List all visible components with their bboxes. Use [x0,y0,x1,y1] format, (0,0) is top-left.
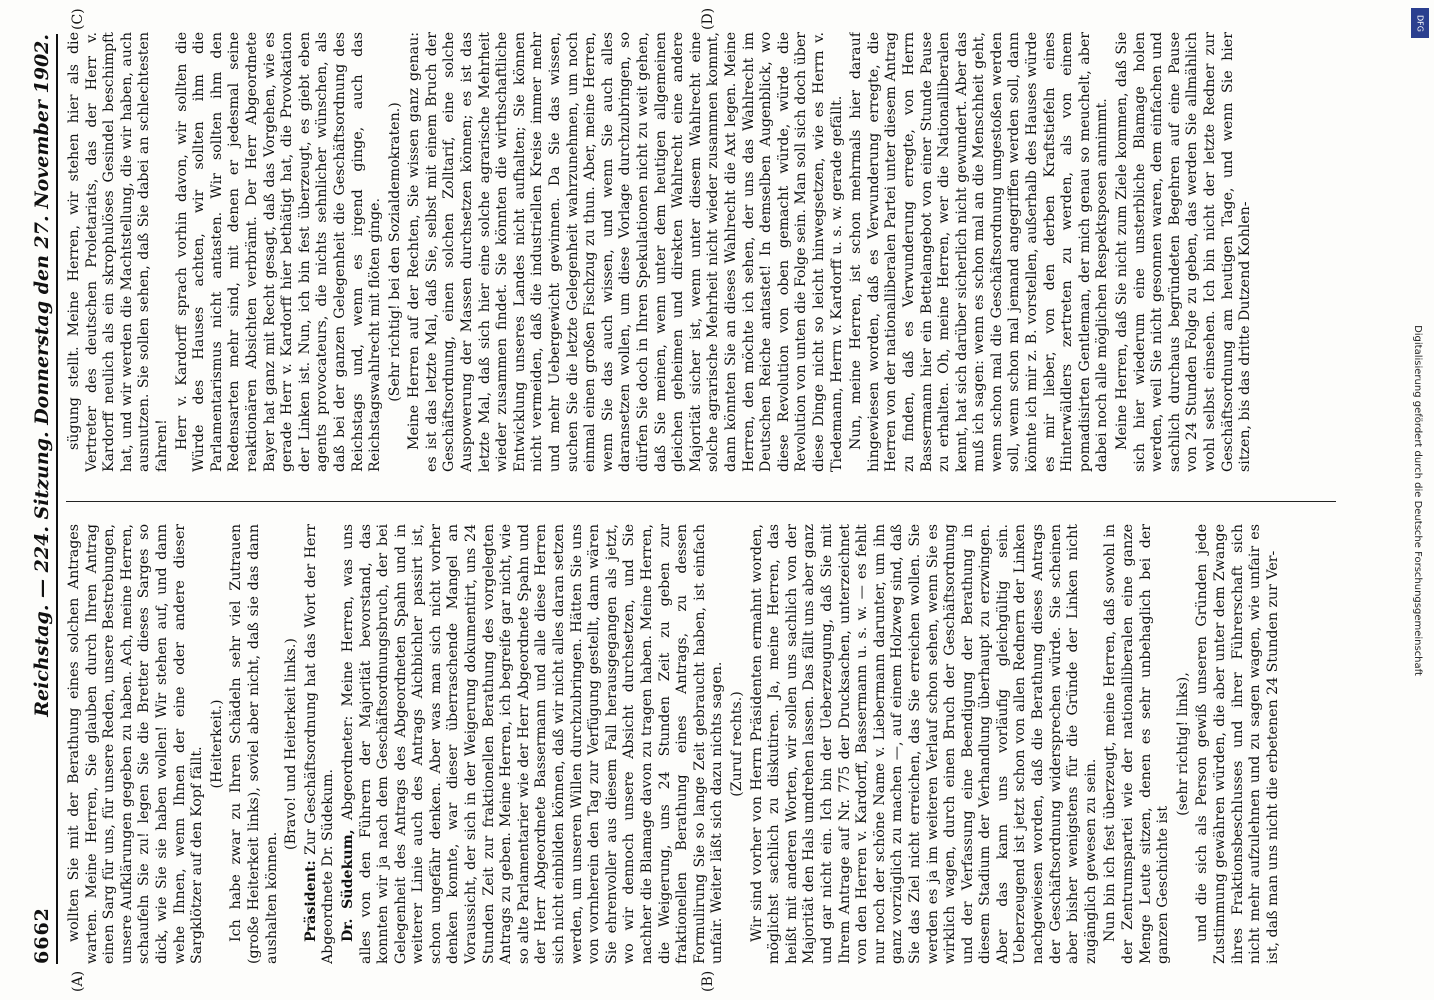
digitization-stamp [1402,0,1432,1000]
dfg-logo: DFG [1411,8,1429,38]
paragraph-text: sügung stellt. Meine Herren, wir stehen hier als die Vertreter des deutschen Proletariats, das der Herr v. Kardorff neulich als ein skrophulöses Gesindel beschimpft hat, und wir werden die Machtstellung, die wir haben, auch ausnutzen. Sie sollen sehen, daß Sie dabei an schlechtesten fahren! [66,32,170,472]
paragraph [66,32,172,472]
paragraph [174,32,385,472]
page-title: Reichstag. — 224. Sitzung. Donnerstag den 27. November 1902. [31,34,53,717]
page-header [28,34,58,964]
margin-marker-d: (D) [700,7,716,30]
speaker-name: Dr. Südekum, [339,829,356,942]
paragraph-text: Wir sind vorher von Herrn Präsidenten ermahnt worden, möglichst sachlich zu diskutiren. Ja, meine Herren, das heißt mit anderen Worten, wir sollen uns sachlich von der Majorität den Hals umdrehen lassen. Das fällt uns aber ganz und gar nicht ein. Ich bin der Ueberzeugung, daß Sie mit Ihrem Antrage auf Nr. 775 der Drucksachen, unterzeichnet von den Herren v. Kardorff, Bassermann u. s. w. — es fehlt nur noch der schöne Name v. Liebermann darunter, um ihn ganz vorzüglich zu machen —, auf einem Holzweg sind, daß Sie das Ziel nicht erreichen, das Sie erreichen wollen. Sie werden es ja im weiteren Verlauf schon sehen, wenn Sie es wirklich wagen, durch einen Bruch der Geschäftsordnung und der Verfassung eine Beendigung der Berathung in diesem Stadium der Verhandlung überhaupt zu erzwingen. Aber das kann uns vorläufig gleichgültig sein. Ueberzeugend ist jetzt schon von allen Rednern der Linken nachgewiesen worden, daß die Berathung dieses Antrags der Geschäftsordnung widersprechen würde. Sie scheinen aber bisher wenigstens für die Gründe der Linken nicht zugänglich gewesen zu sein. [748,524,1099,964]
paragraph [283,524,301,964]
paragraph-text: Meine Herren auf der Rechten, Sie wissen ganz genau: es ist das letzte Mal, daß Sie, selbst mit einem Bruch der Geschäftsordnung, einen solchen Zolltarif, eine solche Auspowerung der Massen durchsetzen können; es ist das letzte Mal, daß sich hier eine solche agrarische Mehrheit wieder zusammen findet. Sie könnten die wirthschaftliche Entwicklung unseres Landes nicht aufhalten; Sie können nicht vermeiden, daß die industriellen Kreise immer mehr und mehr Uebergewicht gewinnen. Da Sie das wissen, suchen Sie die letzte Gelegenheit wahrzunehmen, um noch einmal einen großen Fischzug zu thun. Aber, meine Herren, wenn Sie das auch wissen, und wenn Sie auch alles daransetzen wollen, um diese Vorlage durchzubringen, so dürfen Sie doch in Ihren Spekulationen nicht zu weit gehen, daß Sie meinen, wenn unter dem heutigen allgemeinen gleichen geheimen und direkten Wahlrecht eine andere Majorität sicher ist, wenn unter diesem Wahlrecht eine solche agrarische Mehrheit nicht wieder zusammen kommt, dann könnten Sie an dieses Wahlrecht die Axt legen. Meine Herren, den möchte ich sehen, der uns das Wahlrecht im Deutschen Reiche antastet! In demselben Augenblick, wo diese Revolution von oben gemacht würde, würde die Revolution von unten die Folge sein. Man soll sich doch über diese Dinge nicht so leicht hinwegsetzen, wie es Herrn v. Tiedemann, Herrn v. Kardorff u. s. w. gerade gefällt. [406,32,845,472]
paragraph-text: Herr v. Kardorff sprach vorhin davon, wir sollten die Würde des Hauses achten, wir sollten ihm die Parlamentarismus nicht antasten. Wir sollten ihm den Redensarten mehr sind, mit denen er jedesmal seine reaktionären Absichten verbrämt. Der Herr Abgeordnete Bayer hat ganz mit Recht gesagt, daß das Vorgehen, wie es gerade Herr v. Kardorff hier bethätigt hat, die Provokation der Linken ist. Nun, ich bin fest überzeugt, es giebt eben agents provocateurs, die nichts sehnlicher wünschen, als daß bei der ganzen Gelegenheit die Geschäftsordnung des Reichstags und, wenn es irgend ginge, auch das Reichstagswahlrecht mit flöten ginge. [173,32,384,472]
paragraph-text: Nun, meine Herren, ist schon mehrmals hier darauf hingewiesen worden, daß es Verwunderung erregte, die Herren von der nationalliberalen Partei unter diesem Antrag zu finden, daß es Verwunderung erregte, von Herrn Bassermann hier ein Bettelangebot von einer Stunde Pause zu erhalten. Oh, meine Herren, wer die Nationalliberalen kennt, hat sich darüber sicherlich nicht gewundert. Aber das muß ich sagen: wenn es schon mal an die Menschheit geht, wenn schon mal die Geschäftsordnung umgestoßen werden soll, wenn schon mal jemand angegriffen werden soll, dann könnte ich mir z. B. vorstellen, außerhalb des Hauses würde es mir lieber, von den derben Kraftstiefeln eines Hinterwäldlers zertreten zu werden, als von einem pomadisirten Gentleman, der mich genau so meuchelt, aber dabei noch alle möglichen Respektsposen annimmt. [848,32,1111,472]
paragraph [340,524,727,964]
paragraph-text: Meine Herren, daß Sie nicht zum Ziele kommen, daß Sie sich hier wiederum eine unsterbliche Blamage holen werden, weil Sie nicht gesonnen waren, dem einfachen und sachlich durchaus begründeten Begehren auf eine Pause von 24 Stunden Folge zu geben, das werden Sie allmählich wohl selbst einsehen. Ich bin nicht der letzte Redner zur Geschäftsordnung am heutigen Tage, und wenn Sie hier sitzen, bis das dritte Dutzend Kohlen- [1114,32,1254,472]
paragraph [1114,32,1255,472]
paragraph [1102,524,1172,964]
paragraph [848,32,1112,472]
margin-marker-c: (C) [70,8,86,30]
margin-marker-a: (A) [70,970,86,992]
paragraph [209,524,227,964]
right-column [66,32,1336,472]
paragraph [1175,524,1193,964]
digitization-notice: Digitalisierung gefördert durch die Deutsche Forschungsgemeinschaft [1411,324,1423,676]
paragraph [749,524,1101,964]
page-number: 6662 [31,907,53,964]
column-divider [66,501,1336,502]
paragraph-text: Ich habe zwar zu Ihren Schädeln sehr viel Zutrauen (große Heiterkeit links), soviel aber nicht, daß sie das dann aushalten können. [228,524,280,964]
left-column [66,524,1336,964]
paragraph-text: Nun bin ich fest überzeugt, meine Herren, daß sowohl in der Zentrumspartei wie der nationalliberalen eine ganze Menge Leute sitzen, denen es sehr unbehaglich bei der ganzen Geschichte ist [1102,524,1172,964]
paragraph [406,32,846,472]
paragraph [66,524,207,964]
paragraph-text: Abgeordneter: Meine Herren, was uns alles von den Führern der Majorität bevorstand, das konnten wir ja nach dem Geschäftsordnungsbruch, der bei Gelegenheit des Antrags des Abgeordneten Spahn und in weiterer Linie auch des Antrags Aichbichler passirt ist, schon ungefähr denken. Aber was man sich nicht vorher denken konnte, war dieser überraschende Mangel an Voraussicht, der sich in der Weigerung dokumentirt, uns 24 Stunden Zeit zur fraktionellen Berathung des vorgelegten Antrags zu geben. Meine Herren, ich begreife gar nicht, wie so alte Parlamentarier wie der Herr Abgeordnete Spahn und der Herr Abgeordnete Bassermann und alle diese Herren sich nicht einbilden können, daß wir nicht alles daran setzen werden, um unseren Willen durchzubringen. Hätten Sie uns von vornherein den Tag zur Verfügung gestellt, dann wären Sie ehrenvoller aus diesem Fall herausgegangen als jetzt, wo wir dennoch unsere Absicht durchsetzen, und Sie nachher die Blamage davon zu tragen haben. Meine Herren, die Weigerung, uns 24 Stunden Zeit zu geben zur fraktionellen Berathung eines Antrags, zu dessen Formulirung Sie so lange Zeit gebraucht haben, ist einfach unfair. Weiter läßt sich dazu nichts sagen. [339,524,726,964]
paragraph [303,524,338,964]
paragraph-text: (Bravo! und Heiterkeit links.) [283,638,300,850]
paragraph-text: Zur Geschäftsordnung hat das Wort der Herr Abgeordnete Dr. Südekum. [302,524,337,964]
paragraph-text: (Zuruf rechts.) [728,691,745,797]
margin-marker-b: (B) [700,970,716,992]
paragraph-text: (sehr richtig! links), [1174,672,1191,816]
paragraph-text: (Heiterkeit.) [208,699,225,789]
paragraph [729,524,747,964]
paragraph [1194,524,1282,964]
paragraph-text: (Sehr richtig! bei den Sozialdemokraten.) [386,102,403,402]
paragraph [228,524,281,964]
paragraph-text: und die sich als Person gewiß unseren Gründen jede Zustimmung gewähren würden, die aber unter dem Zwange ihres Fraktionsbeschlusses und ihrer Führerschaft sich nicht mehr aufzulehnen und zu sagen wagen, wie unfair es ist, daß man uns nicht die erbetenen 24 Stunden zur Ver- [1194,524,1281,964]
speaker-name: Präsident: [302,860,319,942]
paragraph [387,32,405,472]
paragraph-text: wollten Sie mit der Berathung eines solchen Antrages warten. Meine Herren, Sie glauben durch Ihren Antrag einen Sarg für uns, für unsere Reden, unsere Bestrebungen, unsere Aufklärungen gegeben zu haben. Ach, meine Herren, schaufeln Sie zu! legen Sie die Bretter dieses Sarges so dick, wie Sie sie haben wollen! Wir stehen auf, und dann wehe Ihnen, wenn Ihnen der eine oder andere dieser Sargklötzer auf den Kopf fällt. [66,524,206,964]
